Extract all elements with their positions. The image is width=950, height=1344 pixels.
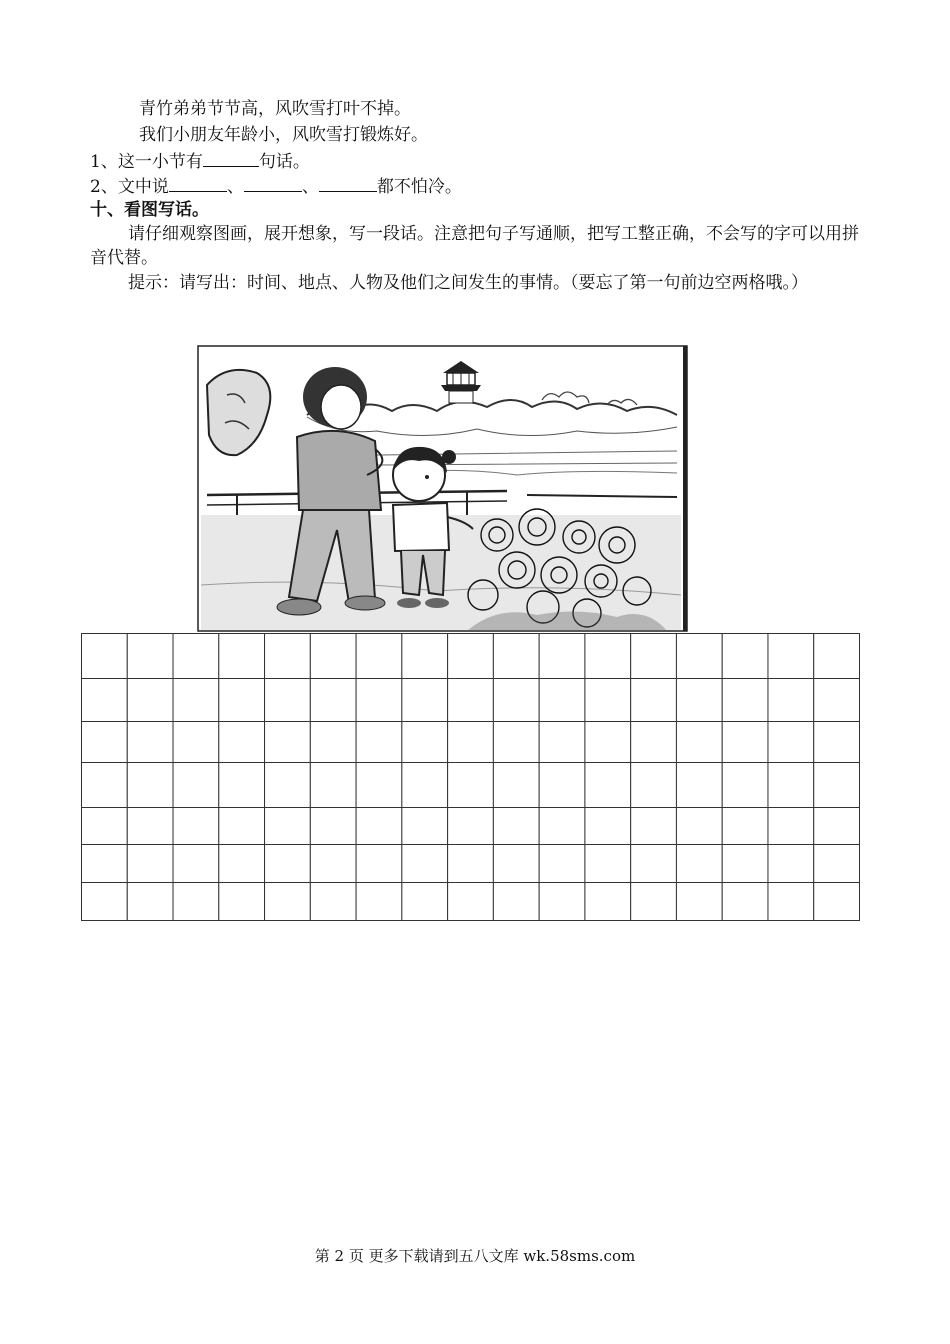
grid-cell[interactable] xyxy=(493,808,539,845)
grid-cell[interactable] xyxy=(356,679,402,722)
question-1-suffix: 句话。 xyxy=(258,152,310,172)
grid-cell[interactable] xyxy=(768,845,814,883)
grid-cell[interactable] xyxy=(82,763,128,808)
grid-cell[interactable] xyxy=(173,883,219,921)
grid-cell[interactable] xyxy=(127,722,173,763)
grid-cell[interactable] xyxy=(539,634,585,679)
question-1-blank[interactable] xyxy=(203,149,259,167)
grid-cell[interactable] xyxy=(493,679,539,722)
grid-cell[interactable] xyxy=(356,722,402,763)
question-2-blank-2[interactable] xyxy=(244,174,302,192)
grid-cell[interactable] xyxy=(631,763,677,808)
grid-cell[interactable] xyxy=(310,763,356,808)
grid-cell[interactable] xyxy=(127,634,173,679)
grid-cell[interactable] xyxy=(722,722,768,763)
grid-cell[interactable] xyxy=(82,634,128,679)
poem-line-2: 我们小朋友年龄小，风吹雪打锻炼好。 xyxy=(139,125,428,145)
grid-cell[interactable] xyxy=(402,845,448,883)
grid-cell[interactable] xyxy=(539,883,585,921)
grid-cell[interactable] xyxy=(82,883,128,921)
grid-cell[interactable] xyxy=(356,808,402,845)
grid-cell[interactable] xyxy=(814,679,860,722)
grid-cell[interactable] xyxy=(310,679,356,722)
section-10-instruction: 请仔细观察图画，展开想象，写一段话。注意把句子写通顺，把写工整正确，不会写的字可以用拼音代替。 xyxy=(90,224,859,268)
grid-cell[interactable] xyxy=(356,845,402,883)
grid-cell[interactable] xyxy=(402,722,448,763)
grid-cell[interactable] xyxy=(722,883,768,921)
grid-cell[interactable] xyxy=(127,679,173,722)
grid-cell[interactable] xyxy=(768,883,814,921)
grid-cell[interactable] xyxy=(310,634,356,679)
grid-cell[interactable] xyxy=(585,763,631,808)
grid-cell[interactable] xyxy=(493,634,539,679)
grid-cell[interactable] xyxy=(814,722,860,763)
grid-cell[interactable] xyxy=(173,763,219,808)
grid-cell[interactable] xyxy=(448,808,494,845)
grid-cell[interactable] xyxy=(814,763,860,808)
grid-cell[interactable] xyxy=(402,763,448,808)
question-1-text: 1、这一小节有 xyxy=(90,152,203,172)
grid-cell[interactable] xyxy=(585,808,631,845)
grid-cell[interactable] xyxy=(265,679,311,722)
grid-cell[interactable] xyxy=(265,883,311,921)
grid-cell[interactable] xyxy=(585,722,631,763)
question-2-separator-1: 、 xyxy=(226,177,244,197)
grid-cell[interactable] xyxy=(310,808,356,845)
grid-cell[interactable] xyxy=(722,845,768,883)
grid-cell[interactable] xyxy=(768,808,814,845)
grid-cell[interactable] xyxy=(219,808,265,845)
grid-cell[interactable] xyxy=(493,845,539,883)
grid-cell[interactable] xyxy=(173,845,219,883)
grid-cell[interactable] xyxy=(219,763,265,808)
grid-cell[interactable] xyxy=(219,722,265,763)
grid-cell[interactable] xyxy=(448,634,494,679)
grid-cell[interactable] xyxy=(402,808,448,845)
grid-cell[interactable] xyxy=(448,679,494,722)
grid-cell[interactable] xyxy=(631,845,677,883)
grid-cell[interactable] xyxy=(768,634,814,679)
grid-cell[interactable] xyxy=(265,845,311,883)
grid-cell[interactable] xyxy=(173,722,219,763)
grid-cell[interactable] xyxy=(539,722,585,763)
grid-cell[interactable] xyxy=(82,808,128,845)
grid-cell[interactable] xyxy=(585,679,631,722)
grid-cell[interactable] xyxy=(631,722,677,763)
grid-cell[interactable] xyxy=(448,763,494,808)
grid-cell[interactable] xyxy=(585,845,631,883)
grid-cell[interactable] xyxy=(310,845,356,883)
grid-cell[interactable] xyxy=(676,808,722,845)
grid-cell[interactable] xyxy=(219,634,265,679)
question-2-separator-2: 、 xyxy=(301,177,319,197)
grid-cell[interactable] xyxy=(402,883,448,921)
grid-cell[interactable] xyxy=(814,634,860,679)
question-2 xyxy=(90,174,462,198)
grid-cell[interactable] xyxy=(448,845,494,883)
grid-cell[interactable] xyxy=(676,679,722,722)
grid-cell[interactable] xyxy=(676,763,722,808)
question-1 xyxy=(90,149,310,173)
grid-cell[interactable] xyxy=(356,634,402,679)
grid-cell[interactable] xyxy=(310,883,356,921)
grid-cell[interactable] xyxy=(585,883,631,921)
mother-and-girl-with-chrysanthemums-illustration xyxy=(197,345,689,632)
grid-cell[interactable] xyxy=(127,808,173,845)
grid-cell[interactable] xyxy=(173,808,219,845)
section-10-heading: 十、看图写话。 xyxy=(90,200,209,220)
grid-cell[interactable] xyxy=(539,763,585,808)
section-10-hint: 提示：请写出：时间、地点、人物及他们之间发生的事情。（要忘了第一句前边空两格哦。） xyxy=(128,273,808,293)
grid-cell[interactable] xyxy=(539,845,585,883)
writing-grid[interactable] xyxy=(81,633,860,921)
grid-cell[interactable] xyxy=(676,845,722,883)
grid-cell[interactable] xyxy=(265,634,311,679)
poem-line-1: 青竹弟弟节节高，风吹雪打叶不掉。 xyxy=(139,99,411,119)
grid-cell[interactable] xyxy=(768,763,814,808)
grid-cell[interactable] xyxy=(722,634,768,679)
grid-cell[interactable] xyxy=(814,808,860,845)
grid-cell[interactable] xyxy=(448,883,494,921)
grid-cell[interactable] xyxy=(631,883,677,921)
grid-cell[interactable] xyxy=(402,634,448,679)
grid-cell[interactable] xyxy=(631,808,677,845)
grid-cell[interactable] xyxy=(448,722,494,763)
grid-cell[interactable] xyxy=(631,679,677,722)
grid-cell[interactable] xyxy=(676,634,722,679)
grid-cell[interactable] xyxy=(493,763,539,808)
grid-cell[interactable] xyxy=(722,808,768,845)
grid-cell[interactable] xyxy=(265,722,311,763)
grid-cell[interactable] xyxy=(722,679,768,722)
grid-cell[interactable] xyxy=(585,634,631,679)
grid-cell[interactable] xyxy=(82,845,128,883)
grid-cell[interactable] xyxy=(539,679,585,722)
illustration-svg xyxy=(197,345,689,632)
grid-cell[interactable] xyxy=(814,845,860,883)
grid-cell[interactable] xyxy=(265,808,311,845)
grid-cell[interactable] xyxy=(768,722,814,763)
grid-cell[interactable] xyxy=(493,722,539,763)
grid-cell[interactable] xyxy=(631,634,677,679)
grid-cell[interactable] xyxy=(676,722,722,763)
page-footer: 第 2 页 更多下载请到五八文库 wk.58sms.com xyxy=(314,1247,636,1265)
grid-cell[interactable] xyxy=(676,883,722,921)
grid-cell[interactable] xyxy=(219,679,265,722)
grid-cell[interactable] xyxy=(127,763,173,808)
grid-cell[interactable] xyxy=(82,679,128,722)
question-2-blank-1[interactable] xyxy=(169,174,227,192)
grid-cell[interactable] xyxy=(219,845,265,883)
grid-cell[interactable] xyxy=(402,679,448,722)
grid-cell[interactable] xyxy=(265,763,311,808)
grid-cell[interactable] xyxy=(722,763,768,808)
grid-cell[interactable] xyxy=(356,763,402,808)
question-2-text: 2、文中说 xyxy=(90,177,169,197)
grid-cell[interactable] xyxy=(173,634,219,679)
grid-cell[interactable] xyxy=(82,722,128,763)
grid-cell[interactable] xyxy=(219,883,265,921)
grid-cell[interactable] xyxy=(768,679,814,722)
grid-cell[interactable] xyxy=(127,845,173,883)
grid-cell[interactable] xyxy=(493,883,539,921)
question-2-suffix: 都不怕冷。 xyxy=(376,177,462,197)
grid-cell[interactable] xyxy=(356,883,402,921)
question-2-blank-3[interactable] xyxy=(319,174,377,192)
grid-cell[interactable] xyxy=(310,722,356,763)
grid-cell[interactable] xyxy=(173,679,219,722)
grid-cell[interactable] xyxy=(814,883,860,921)
grid-cell[interactable] xyxy=(127,883,173,921)
grid-cell[interactable] xyxy=(539,808,585,845)
